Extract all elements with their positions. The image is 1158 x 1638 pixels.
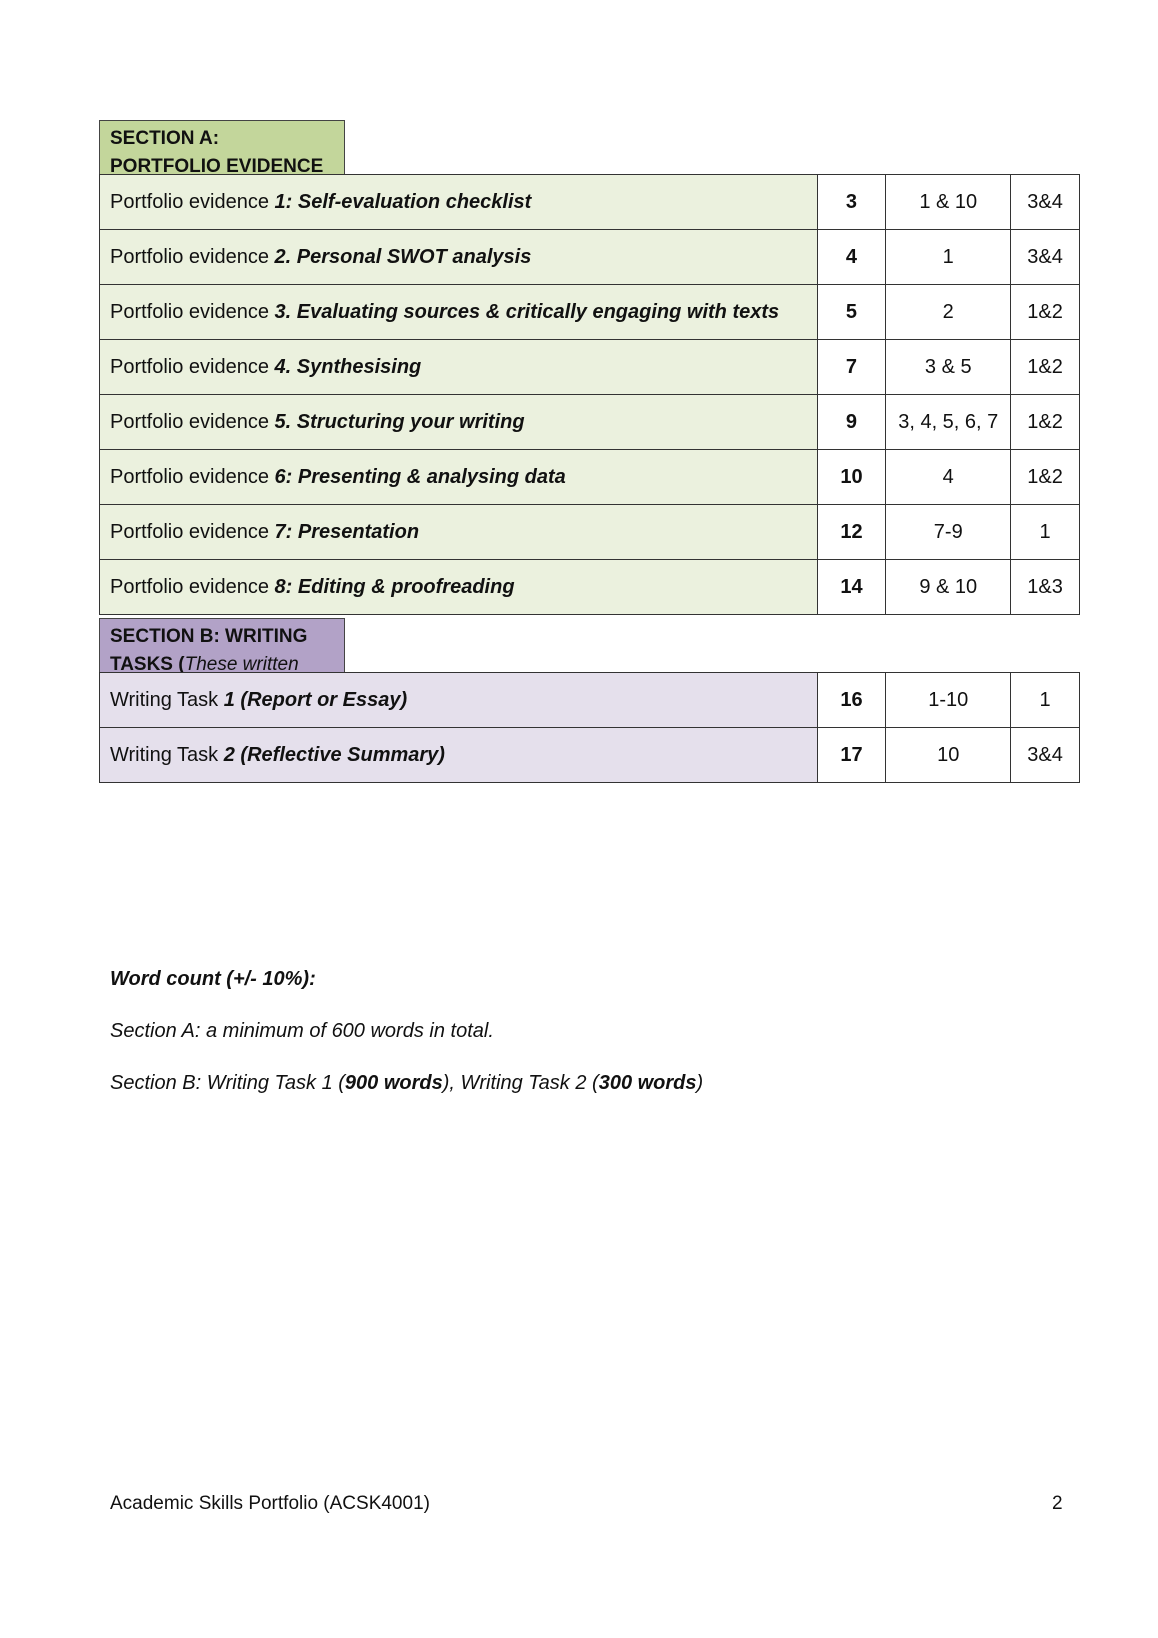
table-row: [100, 395, 1080, 450]
row-label-title: 1: Self-evaluation checklist: [274, 190, 532, 213]
row-label-title: 8: Editing & proofreading: [274, 575, 515, 598]
section-b-table: [99, 672, 1080, 783]
row-label-title: 1 (Report or Essay): [223, 688, 408, 711]
word-count-b-suffix: ): [696, 1072, 704, 1094]
row-label-title: 2 (Reflective Summary): [223, 743, 445, 766]
row-label: [100, 175, 818, 230]
row-label-prefix: Writing Task: [110, 688, 224, 711]
row-los: 1&2: [1011, 450, 1080, 505]
row-label-prefix: Writing Task: [110, 743, 224, 766]
row-los: 1&2: [1011, 285, 1080, 340]
footer-title: Academic Skills Portfolio (ACSK4001): [110, 1493, 430, 1514]
row-page: 14: [817, 560, 886, 615]
section-a-heading-line1: SECTION A:: [110, 128, 220, 149]
row-weeks: 1: [886, 230, 1011, 285]
row-page: 3: [817, 175, 886, 230]
row-page: 10: [817, 450, 886, 505]
row-label-prefix: Portfolio evidence: [110, 410, 275, 433]
row-los: 1&2: [1011, 340, 1080, 395]
row-label-title: 5. Structuring your writing: [274, 410, 525, 433]
row-label-title: 7: Presentation: [274, 520, 420, 543]
row-label-prefix: Portfolio evidence: [110, 465, 275, 488]
row-label-prefix: Portfolio evidence: [110, 190, 275, 213]
row-page: 9: [817, 395, 886, 450]
row-weeks: 2: [886, 285, 1011, 340]
table-row: [100, 450, 1080, 505]
row-los: 1: [1011, 673, 1080, 728]
table-row: [100, 285, 1080, 340]
row-label: [100, 395, 818, 450]
table-row: [100, 673, 1080, 728]
table-row: [100, 505, 1080, 560]
row-label-title: 4. Synthesising: [274, 355, 422, 378]
row-label: [100, 340, 818, 395]
section-b-heading-bold: SECTION B: WRITING TASKS (: [110, 626, 308, 673]
word-count-b-words1: 900 words: [344, 1072, 443, 1094]
row-page: 12: [817, 505, 886, 560]
row-label-prefix: Portfolio evidence: [110, 520, 275, 543]
table-row: [100, 340, 1080, 395]
row-label: [100, 505, 818, 560]
row-page: 5: [817, 285, 886, 340]
row-weeks: 1 & 10: [886, 175, 1011, 230]
row-weeks: 10: [886, 728, 1011, 783]
row-page: 16: [817, 673, 886, 728]
table-row: [100, 175, 1080, 230]
row-label: [100, 560, 818, 615]
footer-page-number: 2: [1052, 1493, 1063, 1514]
row-label: [100, 450, 818, 505]
row-page: 4: [817, 230, 886, 285]
row-label-title: 2. Personal SWOT analysis: [274, 245, 532, 268]
row-los: 3&4: [1011, 728, 1080, 783]
row-label-title: 3. Evaluating sources & critically engaging with texts: [274, 300, 780, 323]
row-los: 1: [1011, 505, 1080, 560]
table-row: [100, 560, 1080, 615]
row-weeks: 7-9: [886, 505, 1011, 560]
row-label-prefix: Portfolio evidence: [110, 245, 275, 268]
row-weeks: 9 & 10: [886, 560, 1011, 615]
section-a-heading-line2: PORTFOLIO EVIDENCE: [110, 156, 324, 175]
row-page: 7: [817, 340, 886, 395]
word-count-section-b: [110, 1072, 703, 1095]
row-label: [100, 673, 818, 728]
row-weeks: 3 & 5: [886, 340, 1011, 395]
section-b-heading: [99, 618, 345, 673]
row-label: [100, 230, 818, 285]
row-los: 1&3: [1011, 560, 1080, 615]
row-los: 3&4: [1011, 175, 1080, 230]
row-weeks: 1-10: [886, 673, 1011, 728]
word-count-b-prefix: Section B: Writing Task 1 (: [110, 1072, 345, 1094]
row-label-prefix: Portfolio evidence: [110, 355, 275, 378]
row-page: 17: [817, 728, 886, 783]
section-a-table: [99, 174, 1080, 615]
section-b-heading-italic: These written: [184, 654, 299, 673]
row-label-prefix: Portfolio evidence: [110, 300, 275, 323]
table-row: [100, 728, 1080, 783]
word-count-b-words2: 300 words: [598, 1072, 697, 1094]
word-count-b-mid: ), Writing Task 2 (: [442, 1072, 599, 1094]
row-los: 3&4: [1011, 230, 1080, 285]
word-count-section-a: Section A: a minimum of 600 words in total.: [110, 1020, 494, 1042]
row-los: 1&2: [1011, 395, 1080, 450]
table-row: [100, 230, 1080, 285]
row-label-title: 6: Presenting & analysing data: [274, 465, 566, 488]
row-label: [100, 285, 818, 340]
row-weeks: 3, 4, 5, 6, 7: [886, 395, 1011, 450]
row-weeks: 4: [886, 450, 1011, 505]
row-label: [100, 728, 818, 783]
row-label-prefix: Portfolio evidence: [110, 575, 275, 598]
section-a-heading: [99, 120, 345, 175]
word-count-heading: Word count (+/- 10%):: [110, 968, 316, 990]
